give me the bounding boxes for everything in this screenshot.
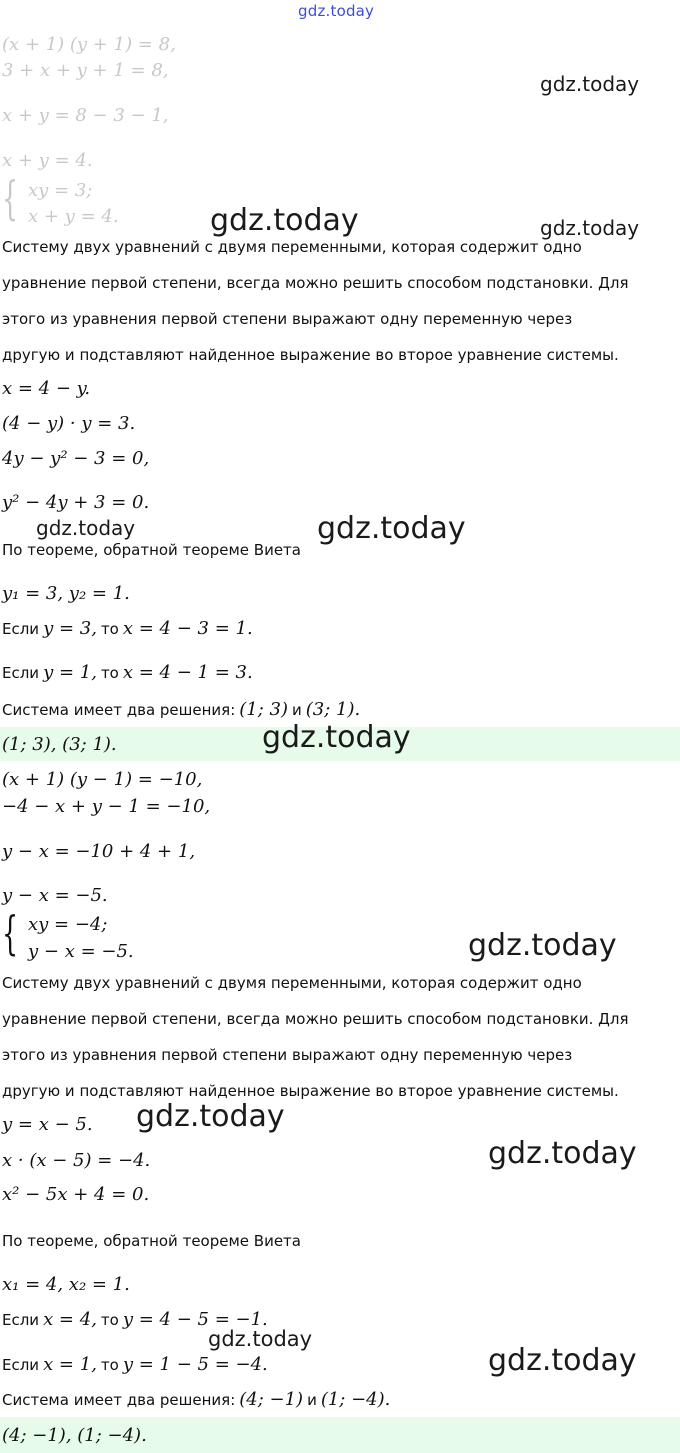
case-word: Если (2, 1356, 40, 1374)
equation: (4 − y) · y = 3. (2, 413, 136, 434)
equation: 4y − y² − 3 = 0, (2, 448, 150, 469)
explanation-text: Систему двух уравнений с двумя переменными, которая содержит одно (2, 974, 582, 992)
watermark: gdz.today (540, 72, 640, 96)
answer: (4; −1), (1; −4). (2, 1425, 147, 1446)
explanation-text: Систему двух уравнений с двумя переменными, которая содержит одно (2, 238, 582, 256)
vieta-text: По теореме, обратной теореме Виета (2, 1232, 301, 1250)
watermark: gdz.today (468, 928, 617, 963)
case-result: y = 4 − 5 = −1. (122, 1309, 268, 1330)
roots: y₁ = 3, y₂ = 1. (2, 583, 130, 604)
equation: 3 + x + y + 1 = 8, (2, 60, 169, 81)
case-result: x = 4 − 1 = 3. (122, 662, 253, 683)
case-line (2, 618, 253, 640)
watermark: gdz.today (317, 511, 466, 546)
case-line (2, 662, 253, 684)
case-condition: x = 4, (43, 1309, 97, 1330)
solution: (1; −4). (320, 1389, 391, 1410)
explanation-text: этого из уравнения первой степени выражают одну переменную через (2, 1046, 573, 1064)
solutions-text: Система имеет два решения: (2, 1391, 236, 1409)
watermark: gdz.today (210, 203, 359, 238)
watermark: gdz.today (36, 516, 136, 540)
equation: y − x = −10 + 4 + 1, (2, 841, 196, 862)
equation: x + y = 4. (2, 150, 93, 171)
solutions-line (2, 699, 360, 721)
watermark: gdz.today (262, 720, 411, 755)
and-word: и (307, 1391, 317, 1409)
answer: (1; 3), (3; 1). (2, 734, 117, 755)
equation: −4 − x + y − 1 = −10, (2, 796, 211, 817)
case-then: то (100, 1311, 119, 1329)
case-word: Если (2, 664, 40, 682)
equation: y² − 4y + 3 = 0. (2, 492, 150, 513)
answer-box (0, 1417, 680, 1453)
watermark: gdz.today (208, 1327, 313, 1351)
equation: x · (x − 5) = −4. (2, 1150, 151, 1171)
explanation-text: уравнение первой степени, всегда можно решить способом подстановки. Для (2, 274, 629, 292)
explanation-text: другую и подставляют найденное выражение во второе уравнение системы. (2, 1082, 619, 1100)
case-then: то (100, 664, 119, 682)
case-result: y = 1 − 5 = −4. (122, 1354, 268, 1375)
watermark: gdz.today (136, 1099, 285, 1134)
case-condition: y = 3, (43, 618, 97, 639)
case-then: то (100, 1356, 119, 1374)
equation: (x + 1) (y + 1) = 8, (2, 34, 176, 55)
explanation-text: другую и подставляют найденное выражение во второе уравнение системы. (2, 346, 619, 364)
equation: y − x = −5. (2, 885, 108, 906)
watermark: gdz.today (298, 2, 375, 20)
case-word: Если (2, 620, 40, 638)
solution: (4; −1) (239, 1389, 304, 1410)
equation: x = 4 − y. (2, 378, 91, 399)
case-result: x = 4 − 3 = 1. (122, 618, 253, 639)
solution: (3; 1). (305, 699, 361, 720)
system-brace: { (2, 171, 19, 225)
system-equation: y − x = −5. (28, 941, 134, 962)
case-line (2, 1354, 268, 1376)
watermark: gdz.today (488, 1343, 637, 1378)
system-equation: xy = −4; (28, 914, 108, 935)
solutions-line (2, 1389, 390, 1411)
and-word: и (292, 701, 302, 719)
case-word: Если (2, 1311, 40, 1329)
vieta-text: По теореме, обратной теореме Виета (2, 541, 301, 559)
watermark: gdz.today (488, 1136, 637, 1171)
equation: (x + 1) (y − 1) = −10, (2, 769, 203, 790)
explanation-text: уравнение первой степени, всегда можно решить способом подстановки. Для (2, 1010, 629, 1028)
solutions-text: Система имеет два решения: (2, 701, 236, 719)
equation: x² − 5x + 4 = 0. (2, 1184, 150, 1205)
explanation-text: этого из уравнения первой степени выражают одну переменную через (2, 310, 573, 328)
system-brace: { (2, 906, 19, 960)
solution: (1; 3) (239, 699, 288, 720)
case-condition: y = 1, (43, 662, 97, 683)
system-equation: xy = 3; (28, 180, 93, 201)
watermark: gdz.today (540, 216, 640, 240)
roots: x₁ = 4, x₂ = 1. (2, 1274, 130, 1295)
equation: x + y = 8 − 3 − 1, (2, 105, 169, 126)
system-equation: x + y = 4. (28, 206, 119, 227)
case-then: то (100, 620, 119, 638)
equation: y = x − 5. (2, 1114, 93, 1135)
case-condition: x = 1, (43, 1354, 97, 1375)
